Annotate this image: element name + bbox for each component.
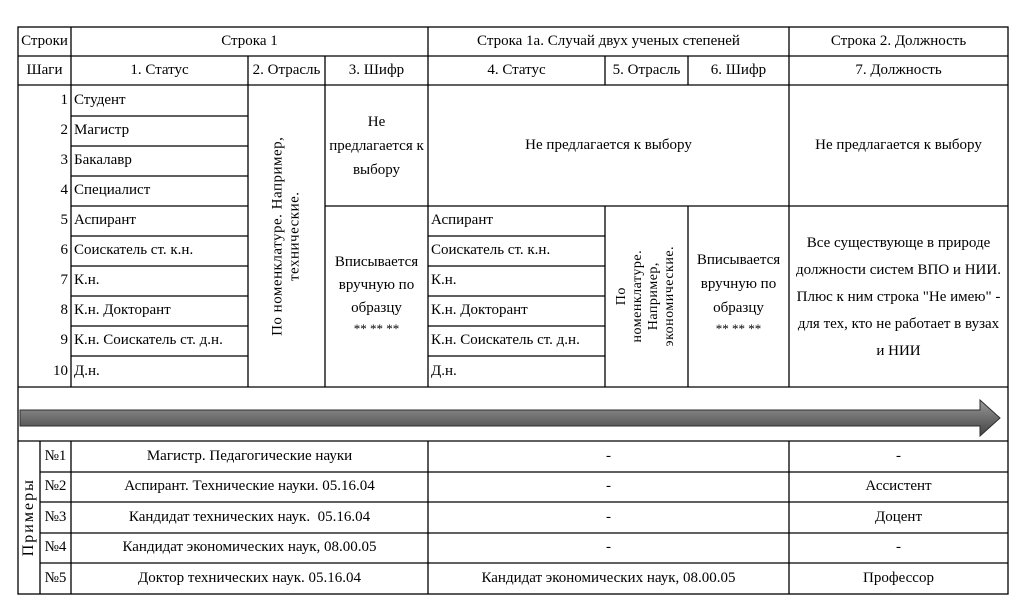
col5-branch-line3: Например, <box>646 262 662 331</box>
example-row2-value: Профессор <box>863 569 934 586</box>
status-item: К.н. Докторант <box>74 302 171 319</box>
row1-header: Строка 1 <box>221 32 278 49</box>
col4-status-item: Аспирант <box>431 212 493 229</box>
col6-manual-l3: образцу <box>713 300 764 316</box>
col5-header: 5. Отрасль <box>612 61 681 78</box>
col3-manual-l4: ** ** ** <box>353 320 400 336</box>
status-item: К.н. <box>74 272 100 289</box>
col2-header: 2. Отрасль <box>252 61 321 78</box>
col3-manual-l2: вручную по <box>338 276 415 293</box>
col2-branch-line1: По номенклатуре. Например, <box>269 136 286 337</box>
examples-label <box>18 441 40 594</box>
example-row1a-value: - <box>606 478 611 495</box>
step-number: 10 <box>53 362 68 379</box>
example-number: №1 <box>44 447 67 464</box>
col7-note-l4: для тех, кто не работает в вузах <box>797 315 1000 332</box>
col5-branch-line1: По <box>614 287 630 306</box>
example-row1-value: Магистр. Педагогические науки <box>146 447 353 464</box>
step-number: 6 <box>60 242 68 259</box>
col4-status-item: Соискатель ст. к.н. <box>431 242 551 259</box>
col3-not-offered-l1: Не <box>367 114 386 130</box>
col2-branch-line2: технические. <box>286 191 303 282</box>
example-row1-value: Аспирант. Технические науки. 05.16.04 <box>124 478 375 495</box>
row2-header: Строка 2. Должность <box>830 32 967 49</box>
example-row2-value: - <box>896 447 901 464</box>
example-number: №4 <box>44 539 67 556</box>
step-number: 1 <box>60 92 68 109</box>
col4-status-item: К.н. <box>431 272 457 289</box>
col5-branch-vertical <box>605 206 688 387</box>
col6-manual-l1: Вписывается <box>696 252 781 268</box>
examples-label-text: Примеры <box>19 478 37 557</box>
col7-note-l5: и НИИ <box>876 342 921 359</box>
example-number: №3 <box>44 508 67 525</box>
col7-header: 7. Должность <box>855 61 942 78</box>
step-number: 5 <box>60 212 68 229</box>
col4-status-item: К.н. Докторант <box>431 302 528 319</box>
col3-not-offered-l2: предлагается к <box>329 138 424 154</box>
col3-manual-entry <box>325 236 428 352</box>
example-row1a-value: - <box>606 508 611 525</box>
col6-manual-entry <box>688 232 789 354</box>
col3-manual-l1: Вписывается <box>334 253 419 270</box>
example-row1-value: Кандидат технических наук. 05.16.04 <box>128 508 371 525</box>
row1a-header: Строка 1а. Случай двух ученых степеней <box>477 32 740 49</box>
col6-header: 6. Шифр <box>710 61 767 78</box>
status-item: Бакалавр <box>74 152 132 169</box>
steps-label: Шаги <box>26 61 63 78</box>
col4-status-item: Д.н. <box>431 362 457 379</box>
status-item: Студент <box>74 92 126 109</box>
step-number: 8 <box>60 302 68 319</box>
step-number: 2 <box>60 122 68 139</box>
example-row2-value: - <box>896 539 901 556</box>
col2-branch-vertical <box>248 86 325 387</box>
col5-branch-line2: номенклатуре. <box>630 250 646 343</box>
status-item: Магистр <box>74 122 130 139</box>
example-number: №5 <box>44 569 67 586</box>
col7-note-l2: должности систем ВПО и НИИ. <box>796 261 1001 278</box>
example-row1a-value: - <box>606 447 611 464</box>
example-row1-value: Доктор технических наук. 05.16.04 <box>137 569 361 586</box>
row1a-not-offered: Не предлагается к выбору <box>525 137 692 154</box>
col3-manual-l3: образцу <box>351 299 402 316</box>
col1-header: 1. Статус <box>130 61 189 78</box>
example-row1a-value: Кандидат экономических наук, 08.00.05 <box>481 569 736 586</box>
col7-note-l1: Все существующе в природе <box>806 234 991 251</box>
col4-status-item: К.н. Соискатель ст. д.н. <box>431 332 580 349</box>
col7-positions-note <box>789 222 1008 372</box>
col6-manual-l2: вручную по <box>700 276 777 292</box>
step-number: 4 <box>60 182 68 199</box>
example-row2-value: Ассистент <box>865 478 932 495</box>
flow-arrow <box>18 398 1003 438</box>
example-row1a-value: - <box>606 539 611 556</box>
step-number: 3 <box>60 152 68 169</box>
rows-label: Строки <box>21 32 68 49</box>
status-item: Соискатель ст. к.н. <box>74 242 194 259</box>
example-row1-value: Кандидат экономических наук, 08.00.05 <box>122 539 377 556</box>
col6-manual-l4: ** ** ** <box>715 321 762 336</box>
example-number: №2 <box>44 478 67 495</box>
step-number: 7 <box>60 272 68 289</box>
row2-not-offered: Не предлагается к выбору <box>815 137 982 154</box>
col3-not-offered <box>325 86 428 206</box>
col3-header: 3. Шифр <box>348 61 405 78</box>
status-item: Д.н. <box>74 362 100 379</box>
status-item: К.н. Соискатель ст. д.н. <box>74 332 223 349</box>
status-item: Аспирант <box>74 212 136 229</box>
step-number: 9 <box>60 332 68 349</box>
col4-header: 4. Статус <box>487 61 546 78</box>
status-item: Специалист <box>74 182 151 199</box>
example-row2-value: Доцент <box>875 508 922 525</box>
col7-note-l3: Плюс к ним строка "Не имею" - <box>796 288 1001 305</box>
col5-branch-line4: экономические. <box>662 246 678 347</box>
col3-not-offered-l3: выбору <box>352 162 401 178</box>
